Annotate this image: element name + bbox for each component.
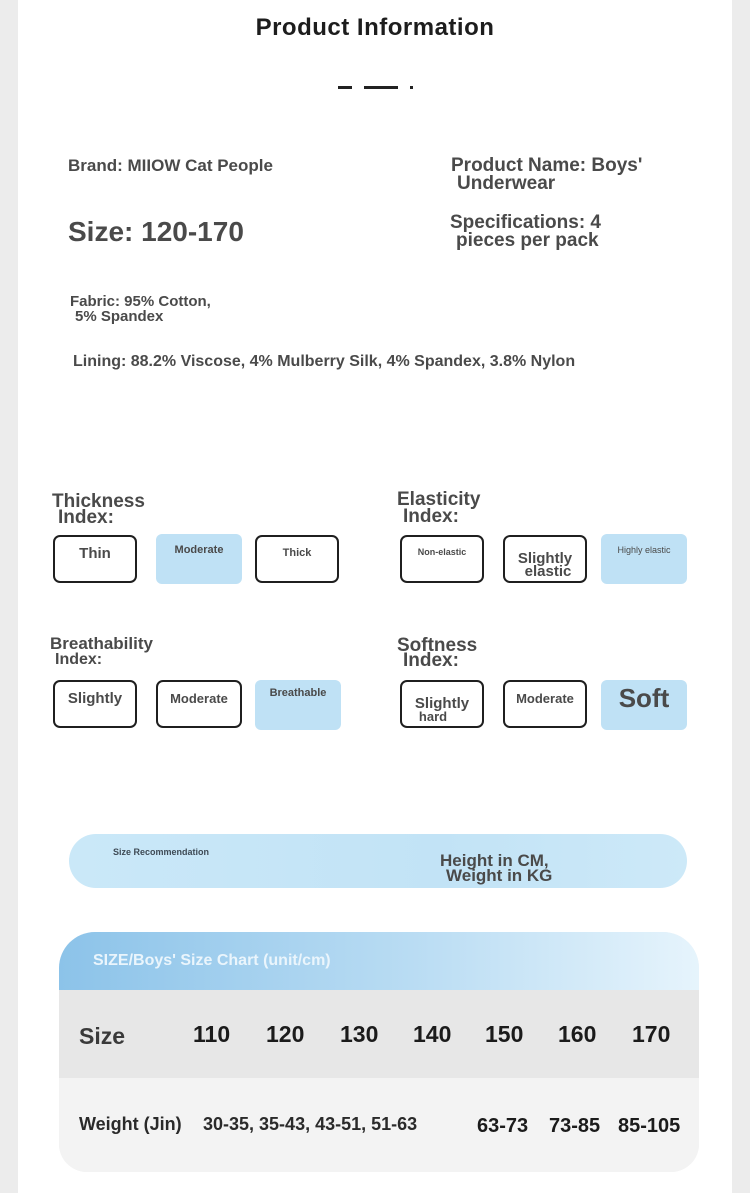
size-cell: 160	[558, 1021, 597, 1047]
softness-option-slightly-line2: hard	[418, 709, 448, 724]
weight-cell: 63-73	[477, 1115, 529, 1137]
thickness-option-thick: Thick	[255, 535, 339, 583]
softness-label-line1: Softness	[397, 635, 478, 656]
thickness-option-moderate: Moderate	[156, 534, 242, 584]
size-cell: 150	[485, 1021, 524, 1047]
product-name-line2: Underwear	[457, 173, 556, 194]
size-recommendation-label: Size Recommendation	[113, 847, 210, 857]
elasticity-option-highly-elastic: Highly elastic	[601, 534, 687, 584]
size-cell: 170	[632, 1021, 671, 1047]
fabric-line2: 5% Spandex	[75, 308, 164, 325]
weight-cell: 73-85	[549, 1115, 601, 1137]
softness-option-slightly-line1: Slightly	[414, 695, 470, 712]
recommendation-note-line2: Weight in KG	[446, 866, 553, 885]
softness-option-moderate: Moderate	[503, 680, 587, 728]
size-chart-table	[59, 932, 699, 1172]
page-title: Product Information	[255, 14, 495, 41]
size-chart-title: SIZE/Boys' Size Chart (unit/cm)	[93, 952, 331, 969]
weight-cell: 85-105	[618, 1115, 681, 1137]
size-row	[59, 990, 699, 1078]
size-cell: 140	[413, 1021, 452, 1047]
breathability-option-slightly: Slightly	[53, 680, 137, 728]
softness-option-soft: Soft	[601, 680, 687, 730]
breathability-option-moderate: Moderate	[156, 680, 242, 728]
size-row-label: Size	[79, 1023, 126, 1049]
thickness-label-line2: Index:	[58, 507, 114, 528]
elasticity-label-line1: Elasticity	[397, 489, 481, 510]
elasticity-option-slightly-elastic	[503, 535, 587, 583]
thickness-option-thin: Thin	[53, 535, 137, 583]
weight-row-label: Weight (Jin)	[79, 1114, 182, 1134]
softness-option-slightly-hard	[400, 680, 484, 728]
size-text: Size: 120-170	[68, 216, 244, 247]
weight-group-cell: 30-35, 35-43, 43-51, 51-63	[203, 1114, 418, 1134]
fabric-line1: Fabric: 95% Cotton,	[70, 293, 211, 310]
size-recommendation-bar	[69, 834, 687, 888]
breathability-label-line2: Index:	[55, 651, 103, 668]
elasticity-option-slightly-line2: elastic	[524, 562, 572, 580]
size-cell: 120	[266, 1021, 305, 1047]
specs-line1: Specifications: 4	[450, 212, 601, 233]
weight-row	[59, 1078, 699, 1172]
breathability-label-line1: Breathability	[50, 634, 153, 653]
brand-text: Brand: MIIOW Cat People	[68, 156, 273, 175]
elasticity-option-non-elastic: Non-elastic	[400, 535, 484, 583]
product-name-line1: Product Name: Boys'	[451, 155, 643, 176]
recommendation-note-line1: Height in CM,	[440, 851, 549, 870]
elasticity-option-slightly-line1: Slightly	[517, 549, 573, 567]
size-cell: 110	[193, 1021, 231, 1047]
breathability-option-breathable: Breathable	[255, 680, 341, 730]
thickness-label-line1: Thickness	[52, 491, 145, 512]
lining-text: Lining: 88.2% Viscose, 4% Mulberry Silk, 4% Spandex, 3.8% Nylon	[73, 353, 576, 370]
softness-label-line2: Index:	[403, 650, 459, 671]
size-cell: 130	[340, 1021, 379, 1047]
elasticity-label-line2: Index:	[403, 506, 459, 527]
specs-line2: pieces per pack	[456, 230, 599, 251]
title-divider	[338, 84, 418, 90]
